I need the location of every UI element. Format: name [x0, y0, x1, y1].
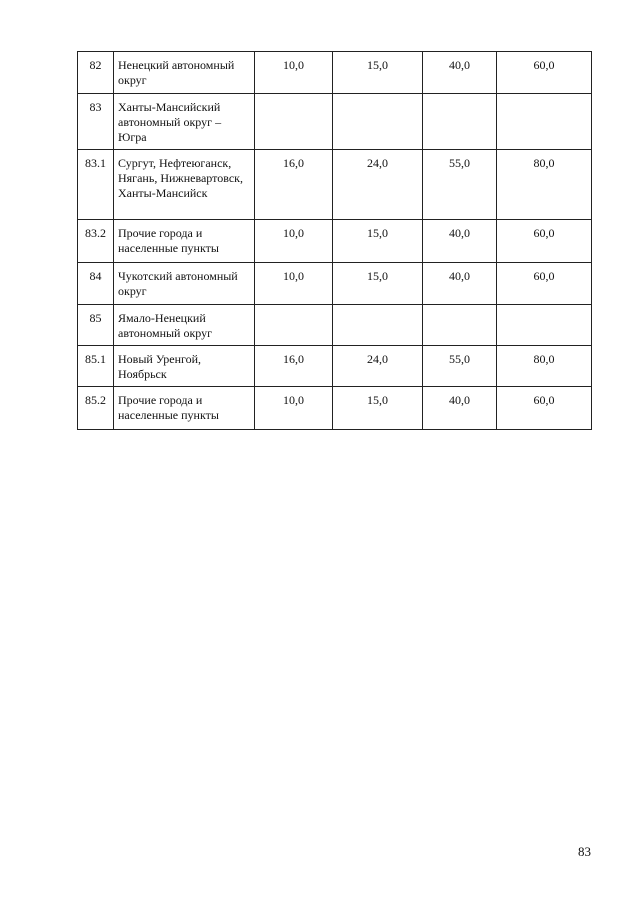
row-number: 83.1 — [78, 150, 114, 220]
table-row — [78, 94, 592, 150]
value-col-3: 55,0 — [423, 346, 497, 387]
value-col-4: 60,0 — [497, 387, 592, 430]
value-col-2: 24,0 — [333, 150, 423, 220]
region-name: Чукотский автономный округ — [114, 263, 255, 305]
region-name: Сургут, Нефтеюганск, Нягань, Нижневартовск, Ханты-Мансийск — [114, 150, 255, 220]
value-col-3: 55,0 — [423, 150, 497, 220]
row-number: 83.2 — [78, 220, 114, 263]
value-col-4: 80,0 — [497, 346, 592, 387]
table-row — [78, 220, 592, 263]
page-number: 83 — [578, 844, 591, 859]
row-number: 85 — [78, 305, 114, 346]
table-row — [78, 305, 592, 346]
value-col-3: 40,0 — [423, 387, 497, 430]
value-col-3: 40,0 — [423, 220, 497, 263]
value-col-4: 60,0 — [497, 52, 592, 94]
value-col-2: 15,0 — [333, 220, 423, 263]
value-col-4 — [497, 94, 592, 150]
value-col-4: 80,0 — [497, 150, 592, 220]
row-number: 82 — [78, 52, 114, 94]
value-col-2: 15,0 — [333, 263, 423, 305]
table-row — [78, 263, 592, 305]
table-row — [78, 150, 592, 220]
value-col-2: 24,0 — [333, 346, 423, 387]
region-name: Новый Уренгой, Ноябрьск — [114, 346, 255, 387]
value-col-3 — [423, 305, 497, 346]
value-col-2 — [333, 305, 423, 346]
value-col-1: 10,0 — [255, 52, 333, 94]
region-name: Ненецкий автономный округ — [114, 52, 255, 94]
table-row — [78, 346, 592, 387]
region-name: Ханты-Мансийский автономный округ – Югра — [114, 94, 255, 150]
value-col-1: 16,0 — [255, 346, 333, 387]
value-col-4 — [497, 305, 592, 346]
value-col-3 — [423, 94, 497, 150]
row-number: 85.2 — [78, 387, 114, 430]
value-col-3: 40,0 — [423, 263, 497, 305]
row-number: 83 — [78, 94, 114, 150]
value-col-1: 10,0 — [255, 387, 333, 430]
value-col-1: 10,0 — [255, 220, 333, 263]
value-col-3: 40,0 — [423, 52, 497, 94]
region-name: Прочие города и населенные пункты — [114, 220, 255, 263]
table-row — [78, 387, 592, 430]
tariff-table — [77, 51, 592, 430]
region-name: Ямало-Ненецкий автономный округ — [114, 305, 255, 346]
value-col-1: 16,0 — [255, 150, 333, 220]
region-name: Прочие города и населенные пункты — [114, 387, 255, 430]
row-number: 85.1 — [78, 346, 114, 387]
value-col-1 — [255, 305, 333, 346]
value-col-2 — [333, 94, 423, 150]
value-col-1: 10,0 — [255, 263, 333, 305]
table-row — [78, 52, 592, 94]
value-col-1 — [255, 94, 333, 150]
value-col-4: 60,0 — [497, 220, 592, 263]
value-col-2: 15,0 — [333, 387, 423, 430]
value-col-2: 15,0 — [333, 52, 423, 94]
value-col-4: 60,0 — [497, 263, 592, 305]
row-number: 84 — [78, 263, 114, 305]
